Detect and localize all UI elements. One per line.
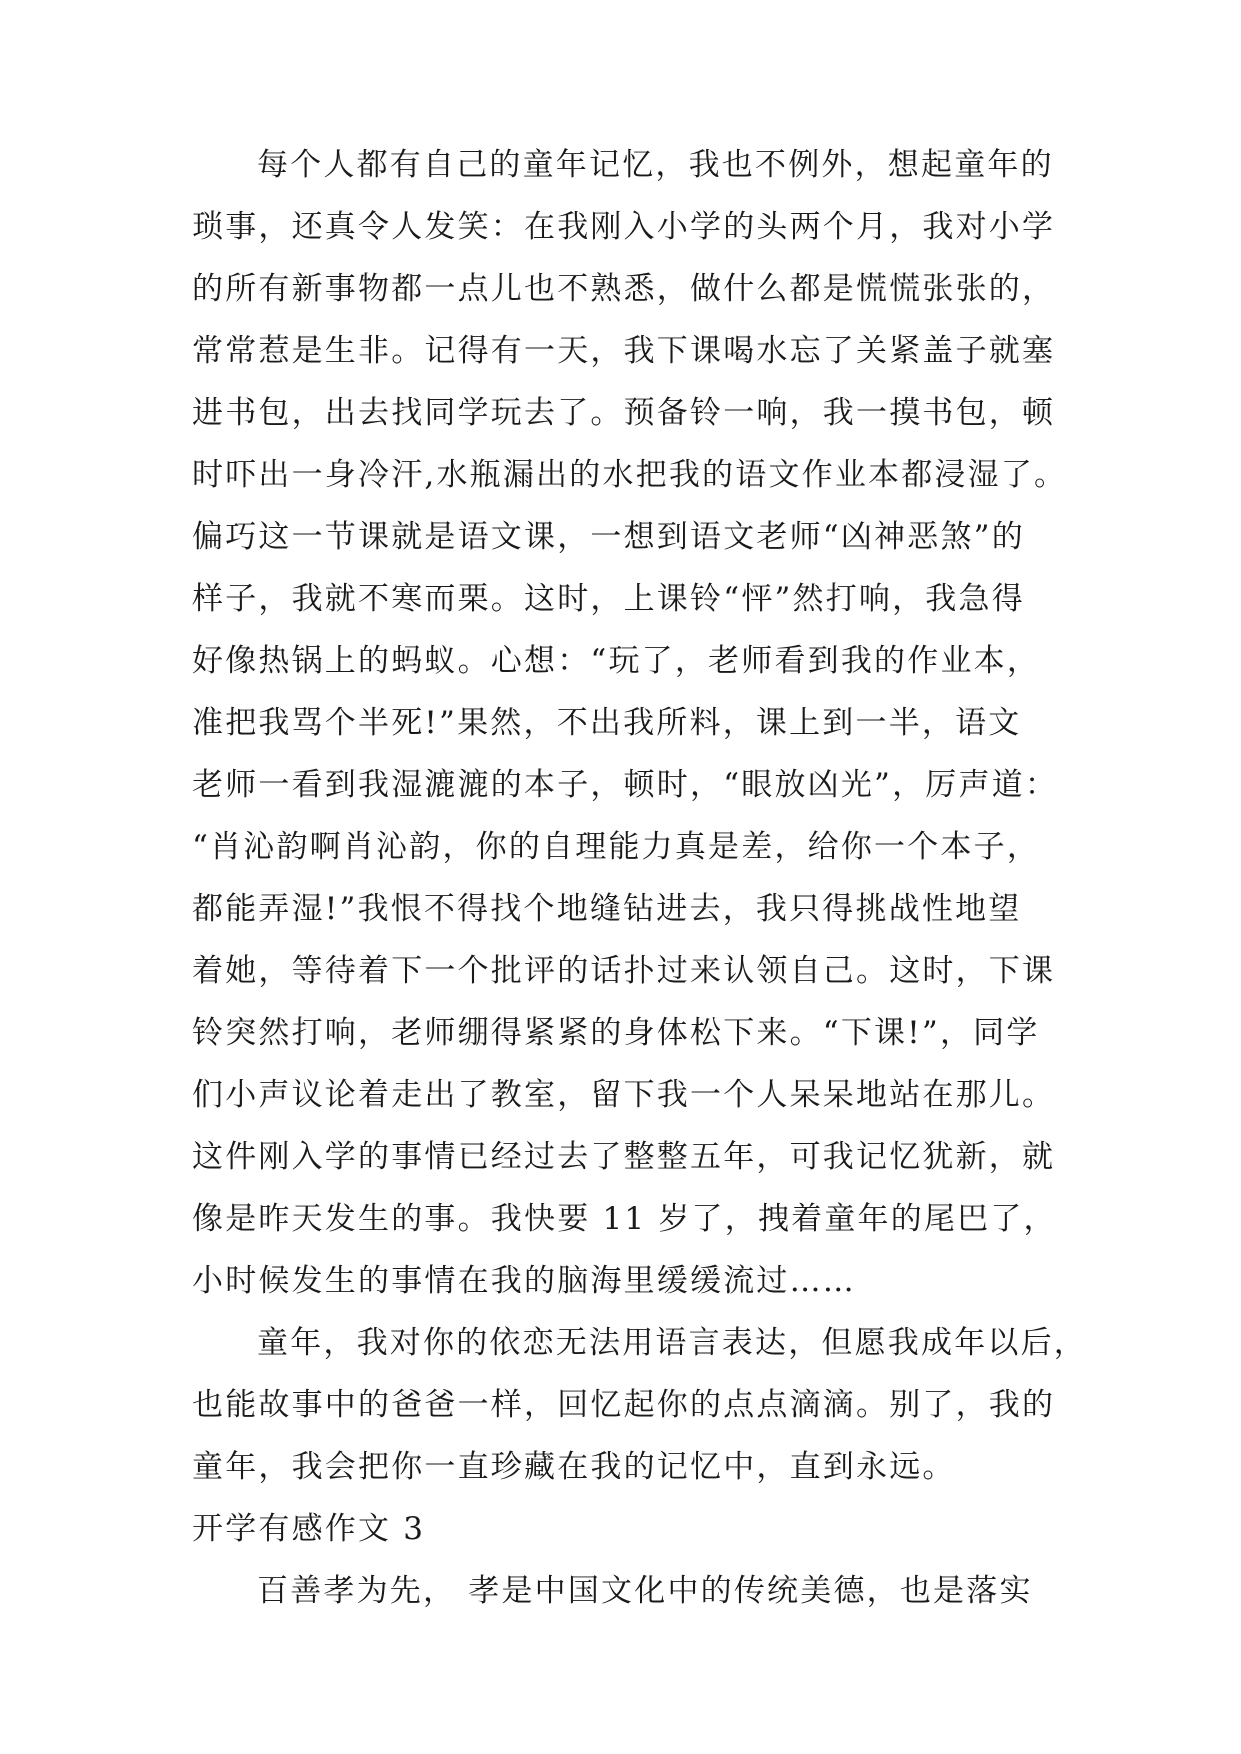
paragraph-line: 好像热锅上的蚂蚁。心想：“玩了，老师看到我的作业本，	[192, 643, 1041, 679]
paragraph-line: 童年，我会把你一直珍藏在我的记忆中，直到永远。	[192, 1449, 956, 1485]
paragraph-line: 偏巧这一节课就是语文课，一想到语文老师“凶神恶煞”的	[192, 519, 1025, 555]
paragraph-line: 小时候发生的事情在我的脑海里缓缓流过……	[192, 1263, 856, 1299]
paragraph-line: 老师一看到我湿漉漉的本子，顿时，“眼放凶光”，厉声道：	[192, 767, 1059, 803]
paragraph-line: 样子，我就不寒而栗。这时，上课铃“怦”然打响，我急得	[192, 581, 1025, 617]
paragraph-line: 的所有新事物都一点儿也不熟悉，做什么都是慌慌张张的，	[192, 271, 1056, 307]
paragraph-line: “肖沁韵啊肖沁韵，你的自理能力真是差，给你一个本子，	[192, 829, 1041, 865]
paragraph-line: 童年，我对你的依恋无法用语言表达，但愿我成年以后，	[257, 1325, 1087, 1361]
paragraph-line: 们小声议论着走出了教室，留下我一个人呆呆地站在那儿。	[192, 1077, 1056, 1113]
paragraph-line: 着她，等待着下一个批评的话扑过来认领自己。这时，下课	[192, 953, 1056, 989]
paragraph-line: 都能弄湿!”我恨不得找个地缝钻进去，我只得挑战性地望	[192, 891, 1022, 927]
paragraph-line: 常常惹是生非。记得有一天，我下课喝水忘了关紧盖子就塞	[192, 333, 1056, 369]
paragraph-line: 铃突然打响，老师绷得紧紧的身体松下来。“下课!”，同学	[192, 1015, 1040, 1051]
paragraph-line: 琐事，还真令人发笑：在我刚入小学的头两个月，我对小学	[192, 209, 1056, 245]
paragraph-line: 百善孝为先， 孝是中国文化中的传统美德，也是落实	[257, 1573, 1033, 1609]
paragraph-line: 像是昨天发生的事。我快要 11 岁了，拽着童年的尾巴了，	[192, 1201, 1057, 1237]
paragraph-line: 也能故事中的爸爸一样，回忆起你的点点滴滴。别了，我的	[192, 1387, 1056, 1423]
paragraph-line: 时吓出一身冷汗,水瓶漏出的水把我的语文作业本都浸湿了。	[192, 457, 1068, 493]
paragraph-line: 这件刚入学的事情已经过去了整整五年，可我记忆犹新，就	[192, 1139, 1056, 1175]
paragraph-line: 每个人都有自己的童年记忆，我也不例外，想起童年的	[257, 147, 1054, 183]
paragraph-line: 进书包，出去找同学玩去了。预备铃一响，我一摸书包，顿	[192, 395, 1056, 431]
paragraph-line: 准把我骂个半死!”果然，不出我所料，课上到一半，语文	[192, 705, 1022, 741]
section-heading: 开学有感作文 3	[192, 1511, 426, 1547]
